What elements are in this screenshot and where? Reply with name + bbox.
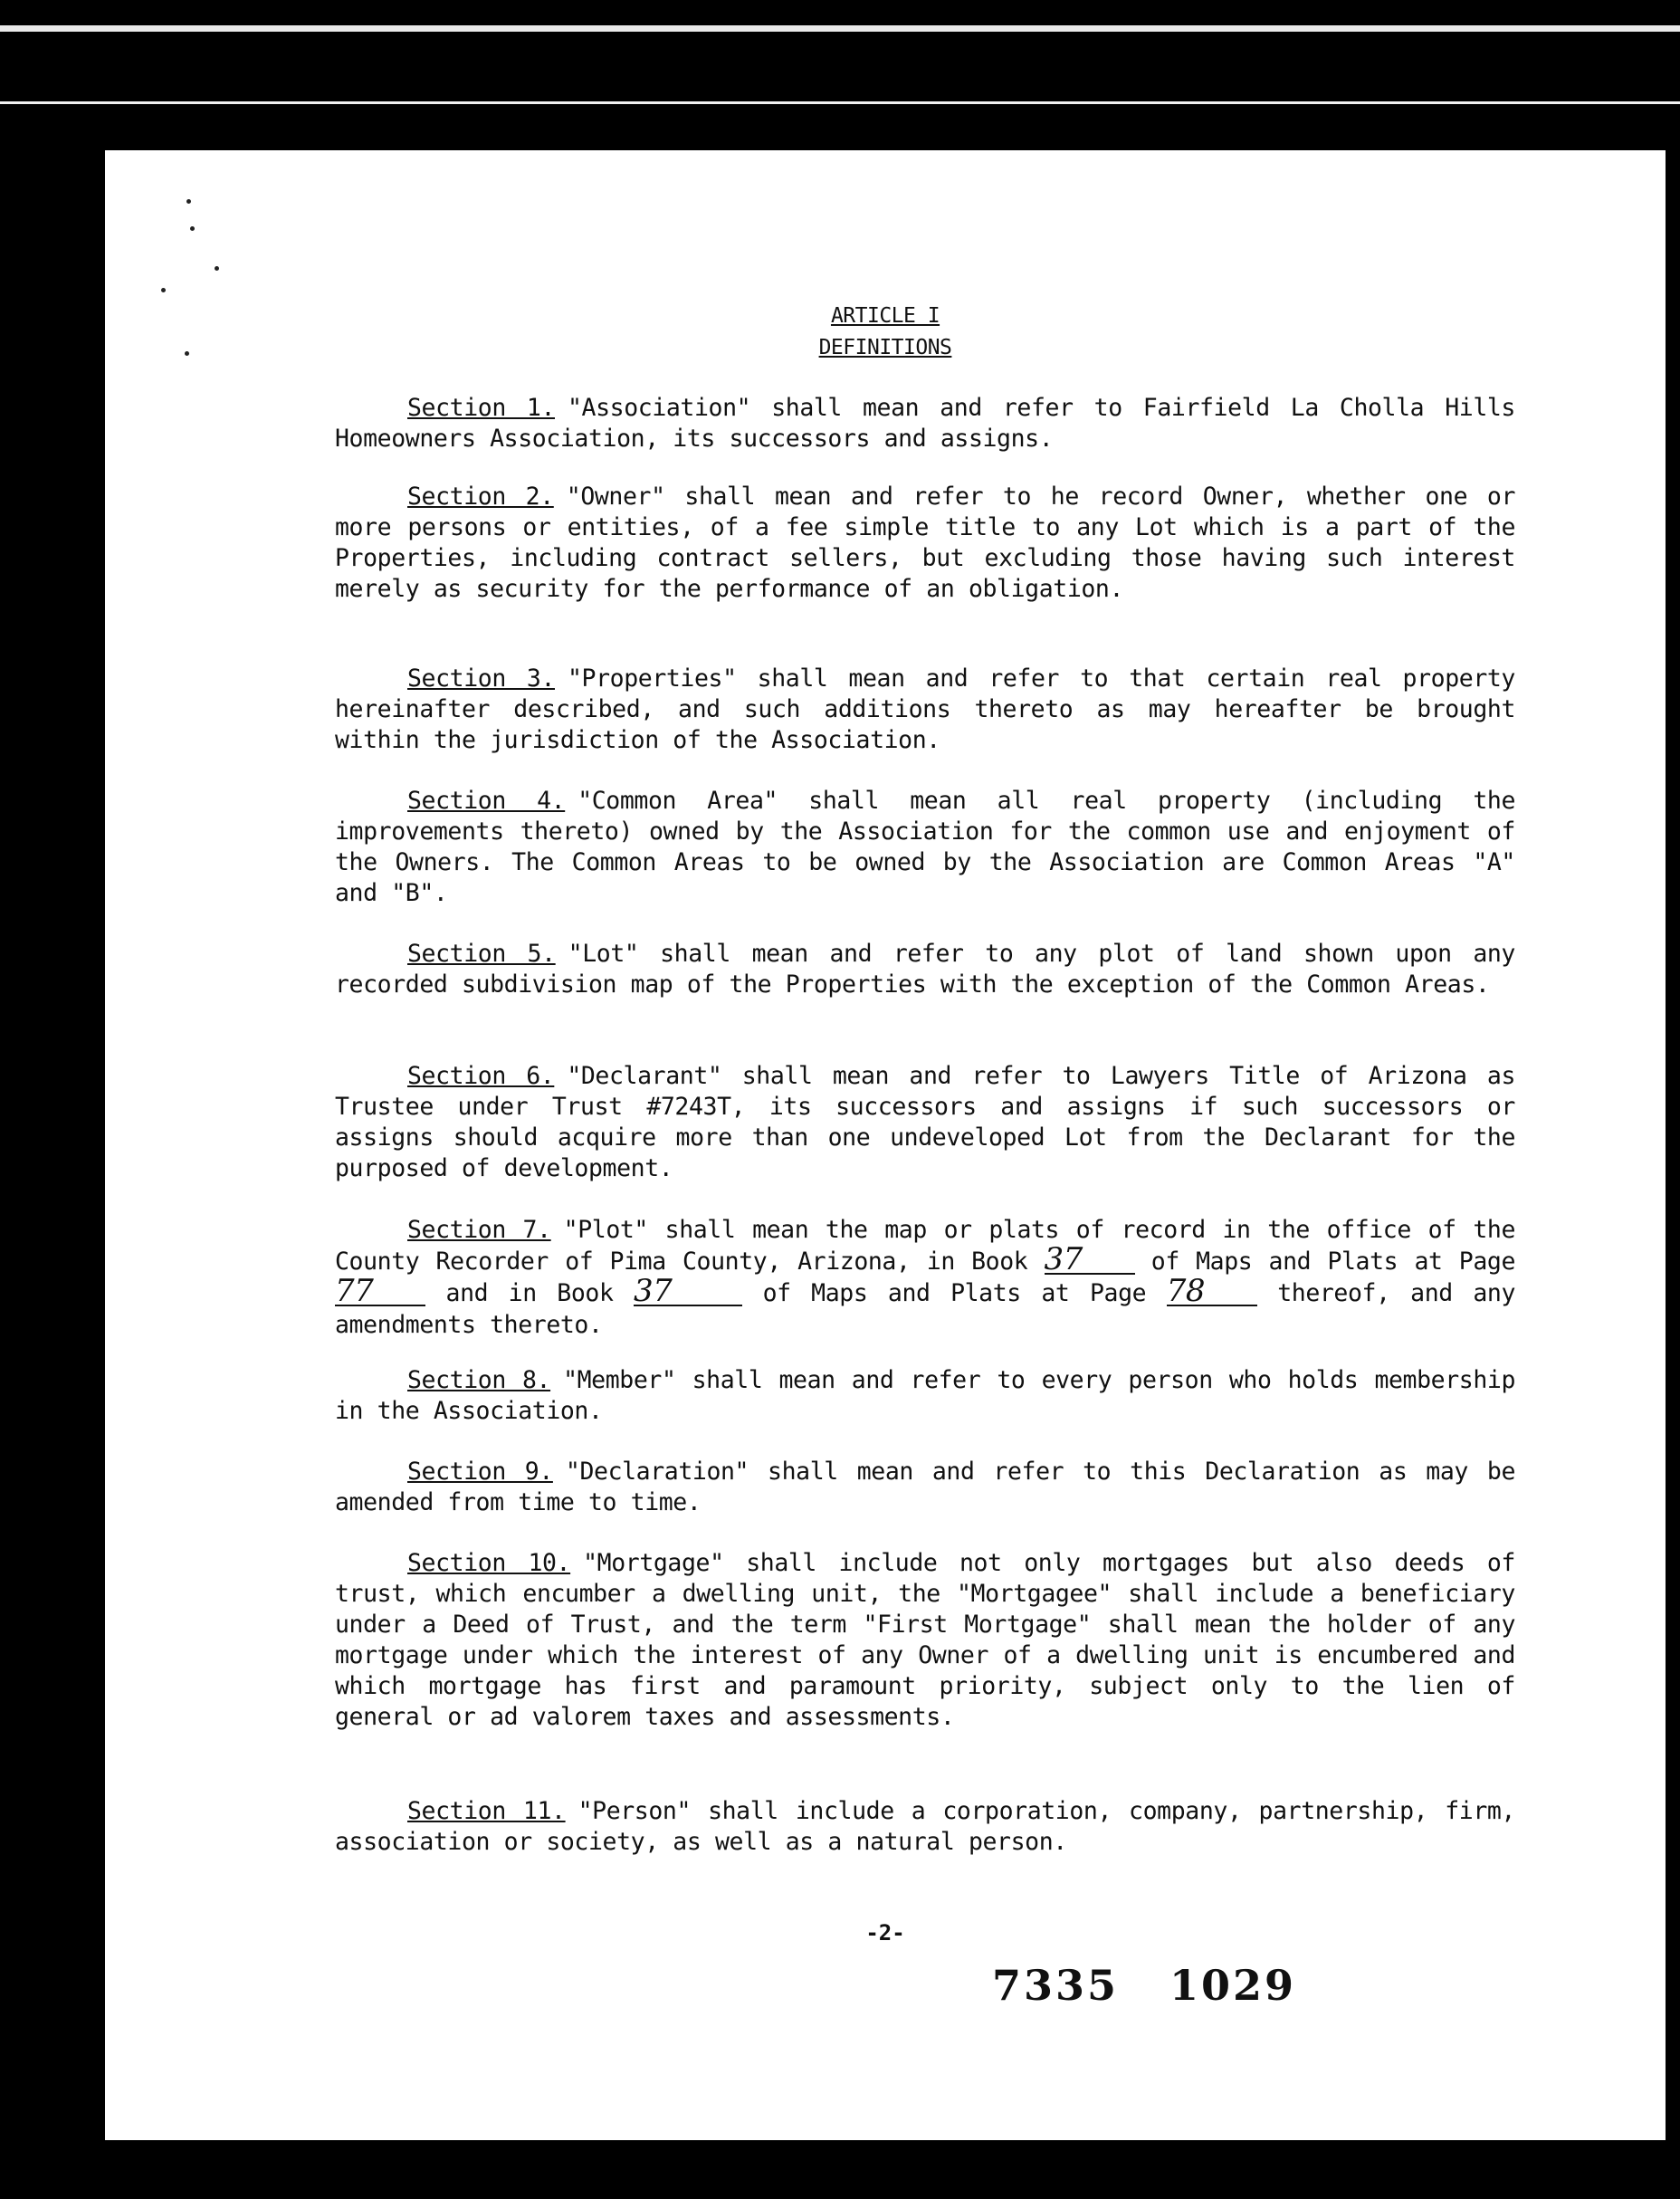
book-number-handwritten: 37	[634, 1277, 742, 1306]
scan-speck	[215, 266, 219, 271]
book-number-handwritten: 37	[1045, 1246, 1135, 1275]
section-label: Section 7.	[407, 1216, 551, 1244]
scan-speck	[190, 226, 195, 231]
document-page	[105, 150, 1666, 2140]
section-text: "Plot" shall mean the map or plats of record in the office of the County Recorder of Pima County, Arizona, in Book	[335, 1216, 1515, 1276]
section-text: "Member" shall mean and refer to every person who holds membership in the Association.	[335, 1366, 1515, 1425]
section-text: "Declarant" shall mean and refer to Lawyers Title of Arizona as Trustee under Trust #7243T, its successors and assigns if such successors or assigns should acquire more than one undeveloped Lot from the Declarant for the purposed of development.	[335, 1062, 1515, 1182]
section-label: Section 4.	[407, 787, 566, 815]
section-text: thereof, and any amendments thereto.	[335, 1279, 1515, 1339]
section-text: "Declaration" shall mean and refer to this Declaration as may be amended from time to time.	[335, 1458, 1515, 1516]
section-label: Section 6.	[407, 1062, 555, 1090]
recording-stamp	[992, 1961, 1296, 2010]
section-9	[335, 1457, 1515, 1518]
article-heading: ARTICLE I	[830, 304, 940, 328]
section-text: "Owner" shall mean and refer to he record Owner, whether one or more persons or entities, of a fee simple title to any Lot which is a part of the Properties, including contract sellers, but excluding those having such interest merely as security for the performance of an obligation.	[335, 483, 1515, 603]
section-text: "Lot" shall mean and refer to any plot of land shown upon any recorded subdivision map of the Properties with the exception of the Common Areas.	[335, 940, 1515, 999]
page-number: -2-	[865, 1920, 905, 1946]
page-number-handwritten: 78	[1167, 1277, 1257, 1306]
section-1	[335, 393, 1515, 454]
section-label: Section 5.	[407, 940, 556, 968]
section-3	[335, 664, 1515, 756]
section-label: Section 10.	[407, 1549, 571, 1577]
section-label: Section 11.	[407, 1797, 566, 1825]
section-text: of Maps and Plats at Page	[1150, 1248, 1515, 1276]
section-text: "Association" shall mean and refer to Fairfield La Cholla Hills Homeowners Association, its successors and assigns.	[335, 394, 1515, 453]
definitions-title: DEFINITIONS	[818, 336, 952, 359]
section-text: "Person" shall include a corporation, company, partnership, firm, association or society, as well as a natural person.	[335, 1797, 1515, 1856]
section-11	[335, 1796, 1515, 1858]
stamp-page: 1029	[1169, 1961, 1297, 2010]
section-label: Section 1.	[407, 394, 555, 422]
section-8	[335, 1365, 1515, 1427]
section-7	[335, 1214, 1515, 1341]
scan-border-line	[0, 25, 1680, 32]
stamp-docket: 7335	[992, 1961, 1120, 2010]
section-2	[335, 482, 1515, 605]
section-label: Section 2.	[407, 483, 554, 511]
section-label: Section 8.	[407, 1366, 551, 1394]
section-label: Section 9.	[407, 1458, 553, 1486]
section-text: of Maps and Plats at Page	[762, 1279, 1147, 1307]
section-4	[335, 786, 1515, 909]
page-number-handwritten: 77	[335, 1277, 425, 1306]
section-label: Section 3.	[407, 664, 555, 693]
section-text: "Properties" shall mean and refer to that certain real property hereinafter described, and such additions thereto as may hereafter be brought within the jurisdiction of the Association.	[335, 664, 1515, 754]
scan-speck	[161, 288, 166, 292]
section-6	[335, 1061, 1515, 1184]
scan-speck	[186, 199, 191, 204]
section-text: "Common Area" shall mean all real property (including the improvements thereto) owned by the Association for the common use and enjoyment of the Owners. The Common Areas to be owned by the Association are Common Areas "A" and "B".	[335, 787, 1515, 907]
scan-border-line	[0, 101, 1680, 104]
section-text: and in Book	[445, 1279, 614, 1307]
section-5	[335, 939, 1515, 1000]
section-10	[335, 1548, 1515, 1733]
section-text: "Mortgage" shall include not only mortgages but also deeds of trust, which encumber a dwelling unit, the "Mortgagee" shall include a beneficiary under a Deed of Trust, and the term "First Mortgage" shall mean the holder of any mortgage under which the interest of any Owner of a dwelling unit is encumbered and which mortgage has first and paramount priority, subject only to the lien of general or ad valorem taxes and assessments.	[335, 1549, 1515, 1731]
